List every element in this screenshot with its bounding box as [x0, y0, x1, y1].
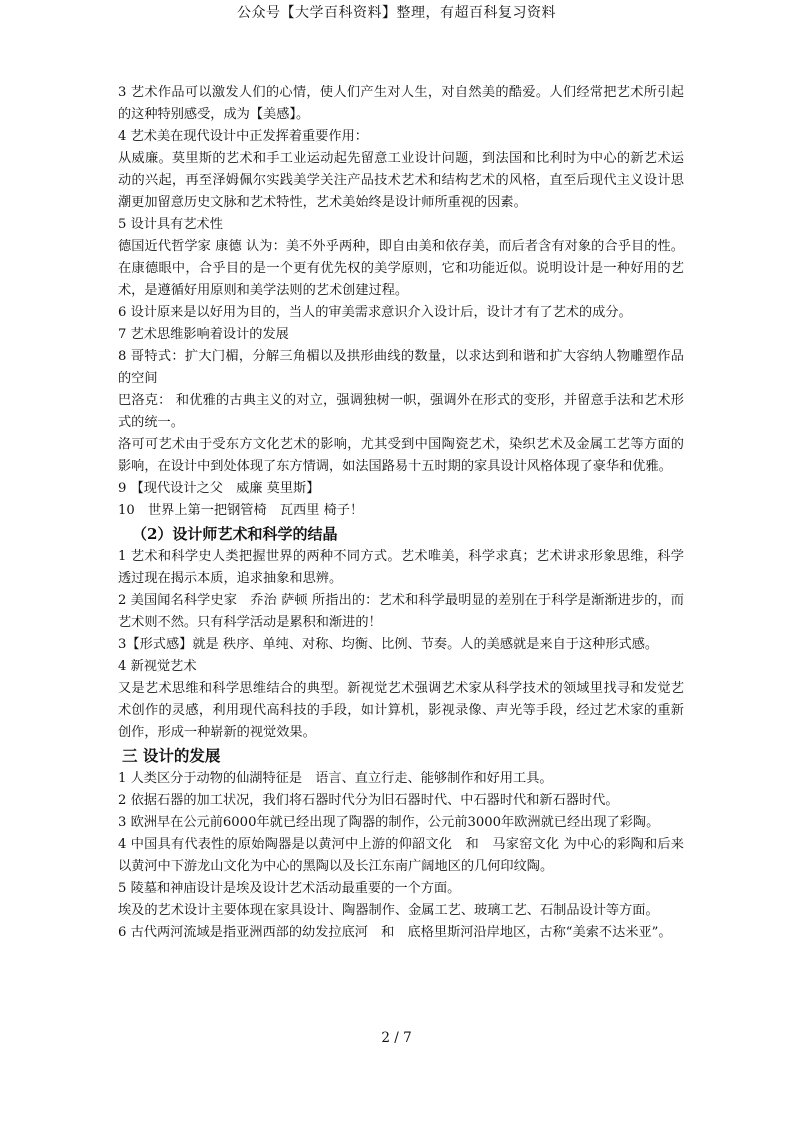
paragraph: 3【形式感】就是 秩序、单纯、对称、均衡、比例、节奏。人的美感就是来自于这种形式感。	[118, 637, 659, 652]
paragraph: 1 人类区分于动物的仙湖特征是 语言、直立行走、能够制作和好用工具。	[118, 771, 553, 786]
paragraph: 洛可可艺术由于受东方文化艺术的影响，尤其受到中国陶瓷艺术，染织艺术及金属工艺等方面的影响，在设计中到处体现了东方情调，如法国路易十五时期的家具设计风格体现了豪华和优雅。	[118, 437, 684, 474]
paragraph: 埃及的艺术设计主要体现在家具设计、陶器制作、金属工艺、玻璃工艺、石制品设计等方面。	[118, 903, 659, 918]
paragraph: 10 世界上第一把钢管椅 瓦西里 椅子！	[118, 503, 364, 518]
paragraph: 又是艺术思维和科学思维结合的典型。新视觉艺术强调艺术家从科学技术的领域里找寻和发觉艺术创作的灵感，利用现代高科技的手段，如计算机，影视录像、声光等手段，经过艺术家的重新创作，形成一种崭新的视觉效果。	[118, 681, 684, 740]
paragraph: 9 【现代设计之父 威廉 莫里斯】	[118, 481, 320, 496]
paragraph: 8 哥特式：扩大门楣，分解三角楣以及拱形曲线的数量，以求达到和谐和扩大容纳人物雕塑作品的空间	[118, 349, 684, 386]
page-header: 公众号【大学百科资料】整理，有超百科复习资料	[237, 5, 556, 21]
paragraph: 巴洛克： 和优雅的古典主义的对立，强调独树一帜，强调外在形式的变形，并留意手法和艺术形式的统一。	[118, 393, 684, 430]
paragraph: 德国近代哲学家 康德 认为：美不外乎两种，即自由美和依存美，而后者含有对象的合乎目的性。在康德眼中，合乎目的是一个更有优先权的美学原则，它和功能近似。说明设计是一种好用的艺术，是遵循好用原则和美学法则的艺术创建过程。	[118, 239, 684, 298]
paragraph: 2 依据石器的加工状况，我们将石器时代分为旧石器时代、中石器时代和新石器时代。	[118, 793, 619, 808]
paragraph: 5 设计具有艺术性	[118, 217, 223, 232]
paragraph: 6 古代两河流域是指亚洲西部的幼发拉底河 和 底格里斯河沿岸地区，古称“美索不达米亚”。	[118, 925, 672, 940]
paragraph: 4 中国具有代表性的原始陶器是以黄河中上游的仰韶文化 和 马家窑文化 为中心的彩陶和后来以黄河中下游龙山文化为中心的黑陶以及长江东南广阔地区的几何印纹陶。	[118, 837, 684, 874]
paragraph: 7 艺术思维影响着设计的发展	[118, 327, 289, 342]
paragraph: 6 设计原来是以好用为目的，当人的审美需求意识介入设计后，设计才有了艺术的成分。	[118, 305, 632, 320]
chapter-heading: 三 设计的发展	[122, 746, 221, 765]
paragraph: 1 艺术和科学史人类把握世界的两种不同方式。艺术唯美，科学求真；艺术讲求形象思维，科学透过现在揭示本质，追求抽象和思辨。	[118, 549, 684, 586]
section-heading: （2）设计师艺术和科学的结晶	[132, 525, 338, 543]
paragraph: 3 欧洲早在公元前6000年就已经出现了陶器的制作，公元前3000年欧洲就已经出现了彩陶。	[118, 815, 660, 830]
paragraph: 3 艺术作品可以激发人们的心情，使人们产生对人生，对自然美的酷爱。人们经常把艺术所引起的这种特别感受，成为【美感】。	[118, 85, 684, 122]
paragraph: 5 陵墓和神庙设计是埃及设计艺术活动最重要的一个方面。	[118, 881, 461, 896]
paragraph: 2 美国闻名科学史家 乔治 萨顿 所指出的：艺术和科学最明显的差别在于科学是渐渐进步的，而艺术则不然。只有科学活动是累积和渐进的！	[118, 593, 684, 630]
paragraph: 4 艺术美在现代设计中正发挥着重要作用：	[118, 129, 368, 144]
page-number: 2 / 7	[381, 1030, 412, 1046]
paragraph: 4 新视觉艺术	[118, 659, 197, 674]
document-body	[118, 82, 684, 944]
paragraph: 从威廉。莫里斯的艺术和手工业运动起先留意工业设计问题，到法国和比利时为中心的新艺术运动的兴起，再至泽姆佩尔实践美学关注产品技术艺术和结构艺术的风格，直至后现代主义设计思潮更加留意历史文脉和艺术特性，艺术美始终是设计师所重视的因素。	[118, 151, 684, 210]
